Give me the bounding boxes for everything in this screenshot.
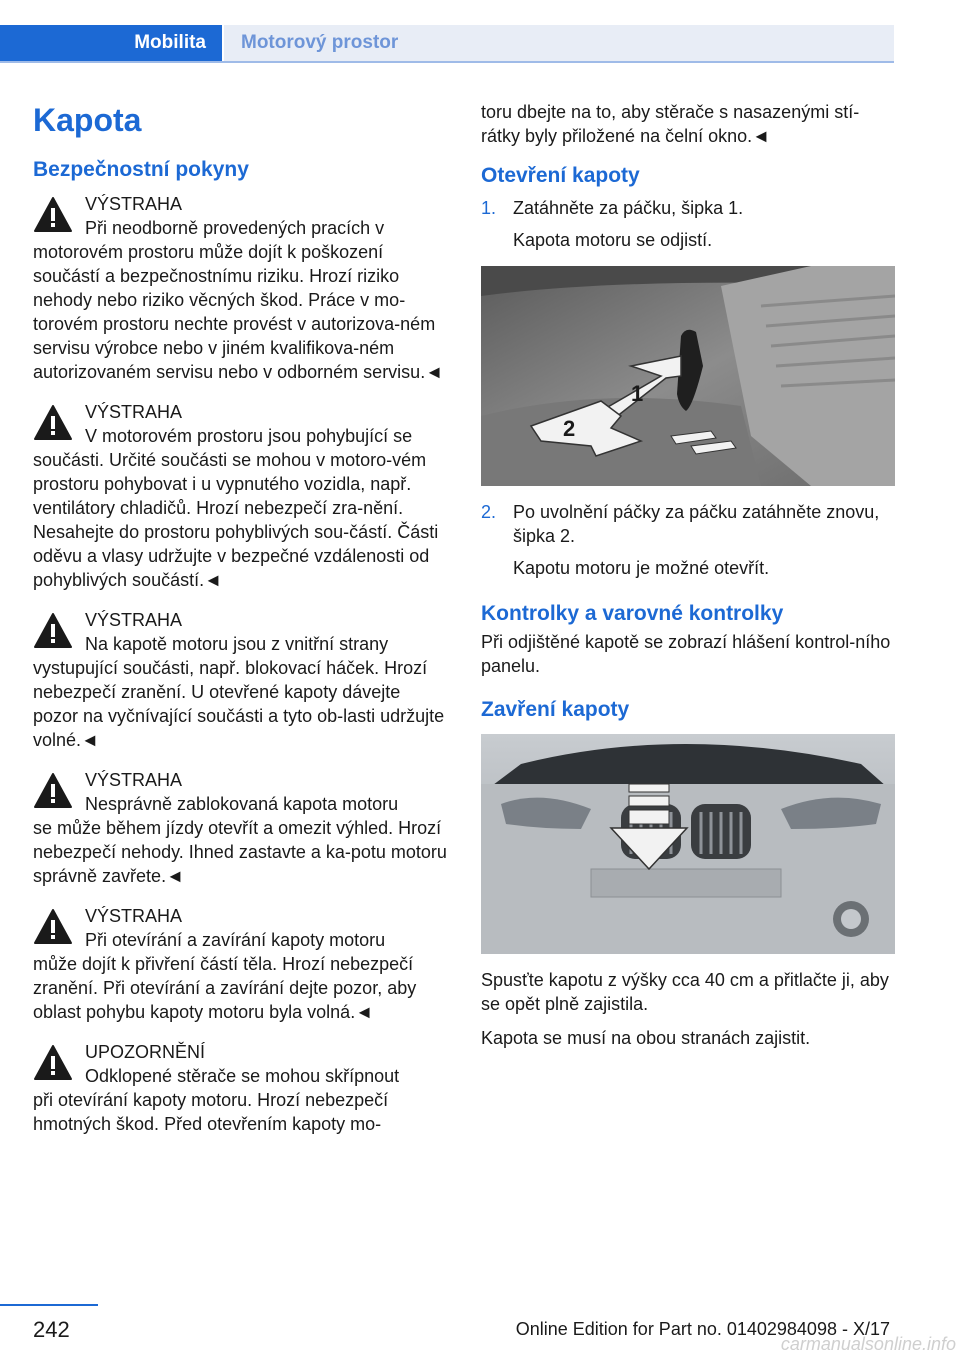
warning-triangle-icon [33,196,73,234]
indicators-text: Při odjištěné kapotě se zobrazí hlášení kontrol-ního panelu. [481,632,891,676]
warning-title: UPOZORNĚNÍ [85,1042,206,1062]
section-title-close: Zavření kapoty [481,698,630,721]
footer-line [0,1304,98,1306]
warning-lead: Při otevírání a zavírání kapoty motoru [85,930,386,950]
page-header [0,0,960,62]
warning-block [33,400,447,592]
page-title: Kapota [33,102,142,138]
continued-text: toru dbejte na to, aby stěrače s nasazenými stí-rátky byly přiložené na čelní okno.◄ [481,102,860,146]
warning-head [33,192,447,240]
hood-close-figure [481,734,895,954]
section-title-indicators: Kontrolky a varovné kontrolky [481,602,784,625]
warning-block [33,608,447,752]
warning-lead: Při neodborně provedených pracích v [85,218,385,238]
tab-motorovy-prostor[interactable]: Motorový prostor [224,25,894,61]
warnings-list [33,192,447,1136]
figure-label-2: 2 [563,416,576,441]
warning-block [33,768,447,888]
page-number: 242 [33,1317,70,1342]
warning-body: může dojít k přivření částí těla. Hrozí nebezpečí zranění. Při otevírání a zavírání dejte pozor, aby oblast pohybu kapoty motoru byla volná.◄ [33,954,417,1022]
section-title-safety: Bezpečnostní pokyny [33,158,249,181]
warning-title: VÝSTRAHA [85,906,183,926]
watermark: carmanualsonline.info [780,1334,956,1354]
step-2-result: Kapotu motoru je možné otevřít. [513,558,770,578]
warning-lead: Nesprávně zablokovaná kapota motoru [85,794,399,814]
header-divider [0,61,894,63]
warning-block [33,1040,447,1136]
step-2 [481,500,895,548]
warning-lead: Na kapotě motoru jsou z vnitřní strany [85,634,389,654]
warning-body: se může během jízdy otevřít a omezit výhled. Hrozí nebezpečí nehody. Ihned zastavte a ka-potu motoru správně zavřete.◄ [33,818,447,886]
warning-triangle-icon [33,908,73,946]
warning-triangle-icon [33,404,73,442]
warning-triangle-icon [33,1044,73,1082]
tab-mobilita[interactable]: Mobilita [0,25,222,61]
warning-head [33,768,447,816]
section-title-open: Otevření kapoty [481,164,640,187]
warning-body: součásti. Určité součásti se mohou v motoro-vém prostoru pohybovat i u vypnutého vozidla, např. ventilátory chladičů. Hrozí nebezpečí zra-nění. Nesahejte do prostoru pohyblivých sou-částí. Části oděvu a vlasy udržujte v bezpečné vzdálenosti od pohyblivých součástí.◄ [33,450,439,590]
step-number: 2. [481,502,497,522]
warning-title: VÝSTRAHA [85,402,183,422]
edition-note: Online Edition for Part no. 01402984098 - X/17 [515,1319,890,1339]
step-1-result: Kapota motoru se odjistí. [513,230,713,250]
warning-title: VÝSTRAHA [85,770,183,790]
warning-block [33,904,447,1024]
hood-release-lever-figure [481,266,895,486]
warning-title: VÝSTRAHA [85,194,183,214]
warning-body: motorovém prostoru může dojít k poškození součástí a bezpečnostnímu riziku. Hrozí riziko nehody nebo riziko věcných škod. Práce v mo-torovém prostoru nechte provést v autorizova-ném servisu výrobce nebo v jiném kvalifikova-ném autorizovaném servisu nebo v odborném servisu.◄ [33,242,444,382]
warning-lead: V motorovém prostoru jsou pohybující se [85,426,413,446]
warning-title: VÝSTRAHA [85,610,183,630]
warning-block [33,192,447,384]
warning-head [33,400,447,448]
left-column [33,100,447,1152]
step-1 [481,196,895,220]
warning-triangle-icon [33,772,73,810]
warning-head [33,1040,447,1088]
warning-head [33,608,447,656]
warning-lead: Odklopené stěrače se mohou skřípnout [85,1066,400,1086]
right-column [481,100,895,1050]
close-note: Kapota se musí na obou stranách zajistit. [481,1028,811,1048]
step-number: 1. [481,198,497,218]
figure-label-1: 1 [631,381,644,406]
warning-body: vystupující součásti, např. blokovací háček. Hrozí nebezpečí zranění. U otevřené kapoty dávejte pozor na vyčnívající součásti a tyto ob-lasti udržujte volné.◄ [33,658,445,750]
warning-triangle-icon [33,612,73,650]
close-instruction: Spusťte kapotu z výšky cca 40 cm a přitlačte ji, aby se opět plně zajistila. [481,970,889,1014]
warning-body: při otevírání kapoty motoru. Hrozí nebezpečí hmotných škod. Před otevřením kapoty mo- [33,1090,389,1134]
step-text: Zatáhněte za páčku, šipka 1. [513,198,744,218]
warning-head [33,904,447,952]
step-text: Po uvolnění páčky za páčku zatáhněte znovu, šipka 2. [513,502,880,546]
